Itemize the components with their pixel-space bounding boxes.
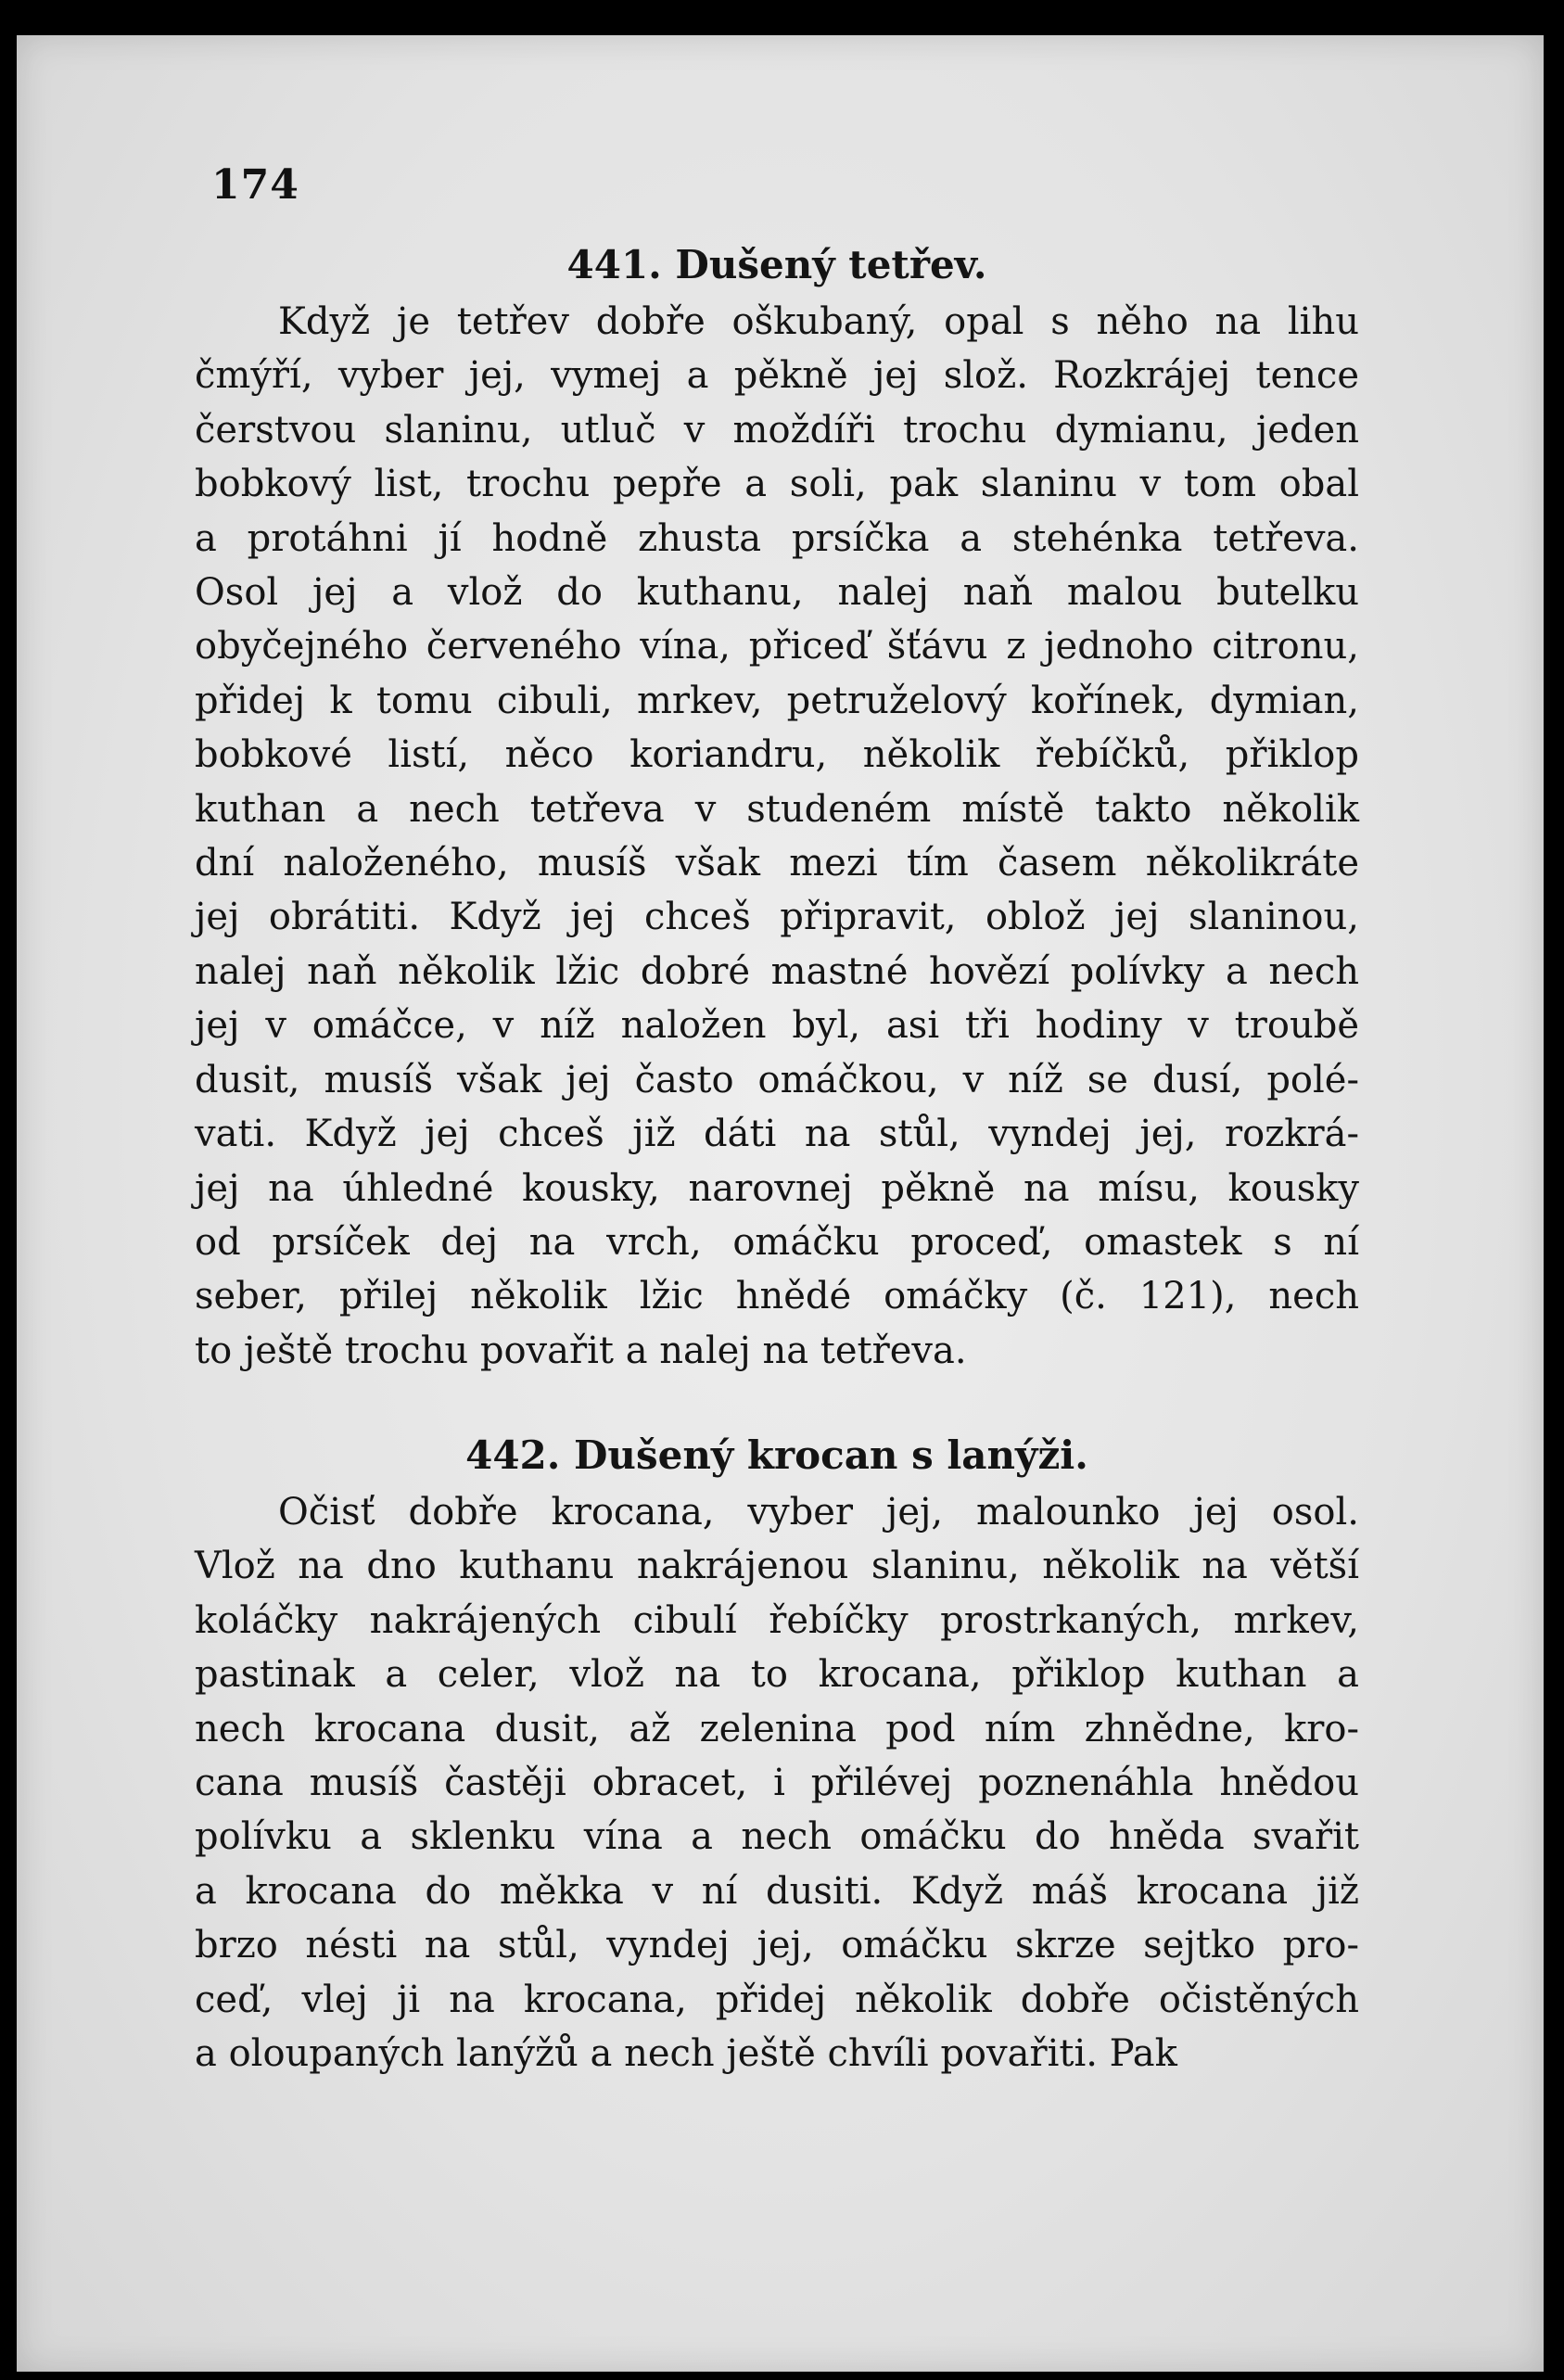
recipe-441	[195, 235, 1359, 1378]
text-line: čmýří, vyber jej, vymej a pěkně jej slož. Rozkrájej tence	[195, 354, 1359, 398]
recipe-body	[195, 1485, 1359, 2081]
text-line: ceď, vlej ji na krocana, přidej několik dobře očistěných	[195, 1978, 1359, 2021]
recipe-title: 441. Dušený tetřev.	[566, 242, 987, 287]
text-line: koláčky nakrájených cibulí řebíčky prostrkaných, mrkev,	[195, 1598, 1359, 1642]
text-line: cana musíš častěji obracet, i přilévej poznenáhla hnědou	[195, 1762, 1359, 1805]
text-line: Vlož na dno kuthanu nakrájenou slaninu, několik na větší	[195, 1545, 1359, 1588]
text-line: čerstvou slaninu, utluč v moždíři trochu dymianu, jeden	[195, 408, 1359, 452]
text-line: jej v omáčce, v níž naložen byl, asi tři hodiny v troubě	[195, 1004, 1359, 1048]
text-line: polívku a sklenku vína a nech omáčku do hněda svařit	[195, 1815, 1359, 1859]
text-line: obyčejného červeného vína, přiceď šťávu z jednoho citronu,	[195, 625, 1359, 668]
page-number: 174	[211, 161, 299, 209]
text-line: jej na úhledné kousky, narovnej pěkně na mísu, kousky	[195, 1166, 1359, 1210]
text-line: nech krocana dusit, až zelenina pod ním zhnědne, kro-	[195, 1707, 1359, 1750]
text-line: a oloupaných lanýžů a nech ještě chvíli povařiti. Pak	[195, 2032, 1177, 2076]
recipe-442	[195, 1426, 1359, 2081]
text-line: od prsíček dej na vrch, omáčku proceď, omastek s ní	[195, 1220, 1359, 1264]
text-line: nalej naň několik lžic dobré mastné hovězí polívky a nech	[195, 949, 1359, 993]
text-line: pastinak a celer, vlož na to krocana, přiklop kuthan a	[195, 1653, 1359, 1697]
text-line: vati. Když jej chceš již dáti na stůl, vyndej jej, rozkrá-	[195, 1113, 1359, 1156]
text-line: bobkový list, trochu pepře a soli, pak slaninu v tom obal	[195, 463, 1359, 506]
text-line: brzo nésti na stůl, vyndej jej, omáčku skrze sejtko pro-	[195, 1924, 1359, 1967]
recipe-body	[195, 295, 1359, 1378]
text-line: dusit, musíš však jej často omáčkou, v níž se dusí, polé-	[195, 1058, 1359, 1101]
text-line: dní naloženého, musíš však mezi tím časem několikráte	[195, 842, 1359, 885]
text-line: jej obrátiti. Když jej chceš připravit, oblož jej slaninou,	[195, 896, 1359, 939]
text-line: přidej k tomu cibuli, mrkev, petruželový kořínek, dymian,	[195, 679, 1359, 722]
text-line: Očisť dobře krocana, vyber jej, malounko jej osol.	[278, 1491, 1359, 1534]
text-line: Když je tetřev dobře oškubaný, opal s něho na lihu	[278, 300, 1359, 343]
text-line: kuthan a nech tetřeva v studeném místě takto několik	[195, 787, 1359, 831]
text-line: seber, přilej několik lžic hnědé omáčky (č. 121), nech	[195, 1275, 1359, 1318]
text-line: to ještě trochu povařit a nalej na tetřeva.	[195, 1329, 967, 1372]
text-line: Osol jej a vlož do kuthanu, nalej naň malou butelku	[195, 571, 1359, 615]
text-line: a protáhni jí hodně zhusta prsíčka a stehénka tetřeva.	[195, 516, 1359, 560]
text-line: bobkové listí, něco koriandru, několik řebíčků, přiklop	[195, 733, 1359, 777]
text-line: a krocana do měkka v ní dusiti. Když máš krocana již	[195, 1869, 1359, 1913]
recipe-title: 442. Dušený krocan s lanýži.	[465, 1432, 1088, 1478]
